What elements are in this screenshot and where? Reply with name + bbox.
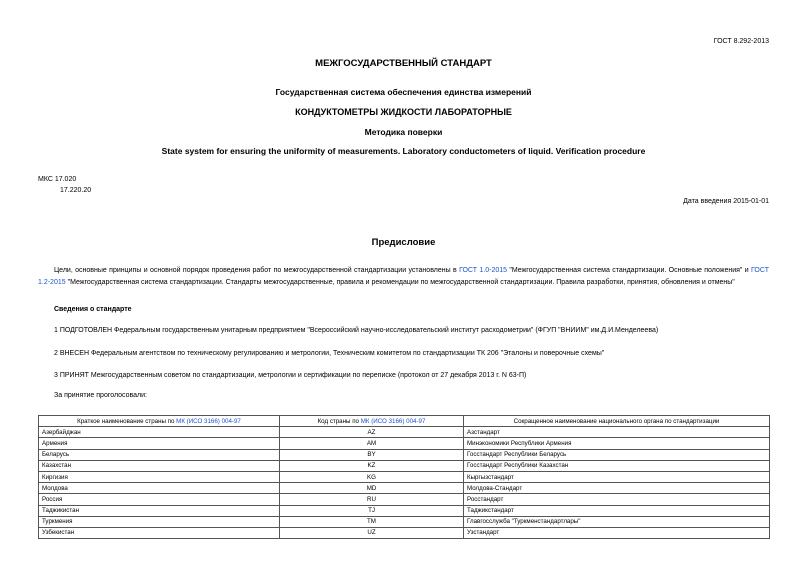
body-cell: Азстандарт [464,427,770,438]
country-cell: Таджикистан [39,505,280,516]
gost-1-2-link[interactable]: ГОСТ 1.2-2015 [38,267,769,286]
country-cell: Россия [39,494,280,505]
body-cell: Главгосслужба "Туркменстандартлары" [464,516,770,527]
country-cell: Узбекистан [39,527,280,538]
code-cell: AM [280,438,464,449]
body-cell: Минэкономики Республики Армения [464,438,770,449]
code-cell: RU [280,494,464,505]
table-row [39,471,770,482]
table-row [39,427,770,438]
document-title: КОНДУКТОМЕТРЫ ЖИДКОСТИ ЛАБОРАТОРНЫЕ [295,107,512,117]
standard-info-heading: Сведения о стандарте [54,306,132,313]
english-title: State system for ensuring the uniformity of measurements. Laboratory conductometers of liquid. Verification procedure [161,146,646,156]
header-code [280,416,464,427]
table-row [39,494,770,505]
preface-heading: Предисловие [371,237,436,248]
preface-text-c: "Межгосударственная система стандартизации. Стандарты межгосударственные, правила и рекомендации по межгосударственной стандартизации. Правила разработки, принятия, обновления и отмены" [65,279,735,286]
table-row [39,438,770,449]
mks-code-2: 17.220.20 [60,187,92,194]
header-body: Сокращенное наименование национального органа по стандартизации [464,416,770,427]
code-cell: MD [280,483,464,494]
table-row [39,527,770,538]
preface-paragraph [38,265,769,289]
introduction-date: Дата введения 2015-01-01 [683,198,769,205]
country-cell: Армения [39,438,280,449]
header-country [39,416,280,427]
table-row [39,516,770,527]
country-cell: Казахстан [39,460,280,471]
preface-text-b: "Межгосударственная система стандартизации. Основные положения" и [507,267,752,274]
table-header-row [39,416,770,427]
country-cell: Киргизия [39,471,280,482]
document-subtitle: Методика поверки [364,127,443,137]
mk-iso-link[interactable]: МК (ИСО 3166) 004-97 [360,417,426,425]
country-cell: Молдова [39,483,280,494]
table-row [39,449,770,460]
mk-iso-link[interactable]: МК (ИСО 3166) 004-97 [176,417,241,425]
code-cell: TJ [280,505,464,516]
voted-label: За принятие проголосовали: [54,392,147,399]
mks-code-1: МКС 17.020 [38,176,77,183]
body-cell: Госстандарт Республики Беларусь [464,449,770,460]
standard-type-heading: МЕЖГОСУДАРСТВЕННЫЙ СТАНДАРТ [315,58,492,69]
header-code-text: Код страны по [317,417,361,425]
table-row [39,483,770,494]
code-cell: TM [280,516,464,527]
prepared-by-item: 1 ПОДГОТОВЛЕН Федеральным государственным унитарным предприятием "Всероссийский научно-исследовательский институт расходометрии" (ФГУП "ВНИИМ" им.Д.И.Менделеева) [54,327,659,334]
introduced-by-item: 2 ВНЕСЕН Федеральным агентством по техническому регулированию и метрологии, Техническим комитетом по стандартизации ТК 206 "Эталоны и поверочные схемы" [54,350,605,357]
code-cell: KZ [280,460,464,471]
preface-text-a: Цели, основные принципы и основной порядок проведения работ по межгосударственной стандартизации установлены в [54,267,460,274]
body-cell: Кыргызстандарт [464,471,770,482]
adopted-by-item: 3 ПРИНЯТ Межгосударственным советом по стандартизации, метрологии и сертификации по переписке (протокол от 27 декабря 2013 г. N 63-П) [54,372,527,379]
country-cell: Беларусь [39,449,280,460]
table-row [39,460,770,471]
code-cell: KG [280,471,464,482]
body-cell: Таджикстандарт [464,505,770,516]
code-cell: AZ [280,427,464,438]
system-heading: Государственная система обеспечения единства измерений [275,87,532,97]
table-row [39,505,770,516]
body-cell: Росстандарт [464,494,770,505]
voting-countries-table [38,415,770,539]
code-cell: BY [280,449,464,460]
country-cell: Туркмения [39,516,280,527]
document-code: ГОСТ 8.292-2013 [713,38,769,45]
body-cell: Госстандарт Республики Казахстан [464,460,770,471]
header-country-text: Краткое наименование страны по [77,417,177,425]
gost-1-0-link[interactable]: ГОСТ 1.0-2015 [459,267,508,274]
body-cell: Узстандарт [464,527,770,538]
code-cell: UZ [280,527,464,538]
country-cell: Азербайджан [39,427,280,438]
body-cell: Молдова-Стандарт [464,483,770,494]
